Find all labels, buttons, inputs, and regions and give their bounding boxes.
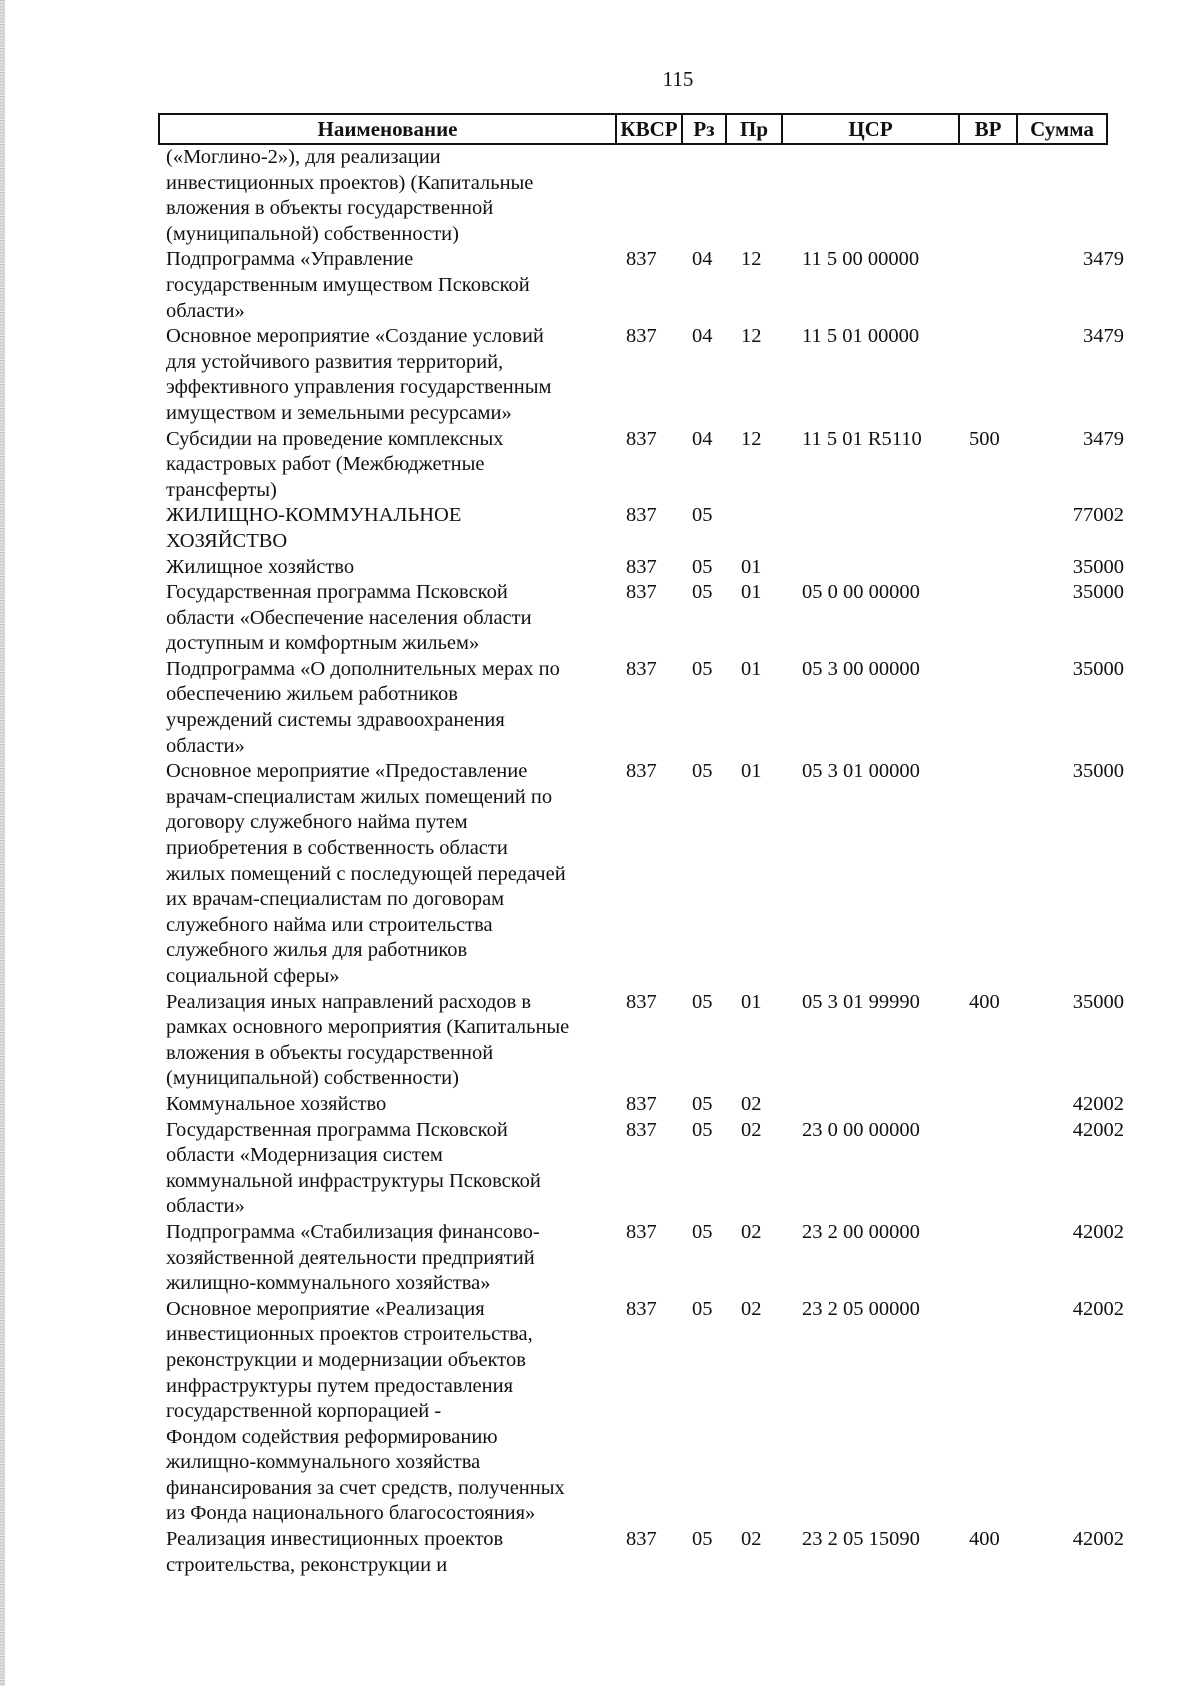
cell-csr: 23 2 00 00000 <box>802 1220 920 1243</box>
name-line: жилищно-коммунального хозяйства <box>166 1451 481 1474</box>
name-line: Коммунальное хозяйство <box>166 1092 387 1115</box>
name-line: области «Модернизация систем <box>166 1144 443 1167</box>
cell-kvsr: 837 <box>626 1528 657 1551</box>
header-sum: Сумма <box>1017 114 1107 144</box>
name-line: области» <box>166 1195 245 1218</box>
cell-sum: 42002 <box>1072 1220 1124 1243</box>
name-line: Субсидии на проведение комплексных <box>166 427 504 450</box>
cell-vr: 500 <box>969 427 1000 450</box>
table-row <box>0 324 1200 426</box>
cell-sum: 3479 <box>1083 427 1124 450</box>
cell-sum: 42002 <box>1072 1528 1124 1551</box>
cell-csr: 05 3 01 99990 <box>802 990 920 1013</box>
cell-csr: 23 0 00 00000 <box>802 1118 920 1141</box>
name-line: реконструкции и модернизации объектов <box>166 1348 526 1371</box>
cell-csr: 11 5 01 R5110 <box>802 427 922 450</box>
name-line: области» <box>166 734 245 757</box>
cell-sum: 3479 <box>1083 325 1124 348</box>
row-name <box>166 657 602 759</box>
cell-pr: 12 <box>741 325 762 348</box>
name-line: инвестиционных проектов строительства, <box>166 1323 533 1346</box>
cell-csr: 23 2 05 00000 <box>802 1297 920 1320</box>
row-name <box>166 1092 602 1118</box>
header-kvsr: КВСР <box>616 114 682 144</box>
cell-kvsr: 837 <box>626 581 657 604</box>
row-name <box>166 1297 602 1527</box>
cell-kvsr: 837 <box>626 1118 657 1141</box>
cell-sum: 42002 <box>1072 1297 1124 1320</box>
name-line: («Моглино-2»), для реализации <box>166 146 441 168</box>
cell-sum: 35000 <box>1072 657 1124 680</box>
table-row <box>0 1220 1200 1297</box>
cell-pr: 02 <box>741 1297 762 1320</box>
cell-pr: 02 <box>741 1118 762 1141</box>
cell-kvsr: 837 <box>626 657 657 680</box>
table-row <box>0 990 1200 1092</box>
name-line: имуществом и земельными ресурсами» <box>166 401 512 424</box>
name-line: Жилищное хозяйство <box>166 555 355 578</box>
cell-sum: 3479 <box>1083 248 1124 271</box>
header-vr: ВР <box>959 114 1017 144</box>
cell-rz: 05 <box>692 990 713 1013</box>
name-line: Подпрограмма «О дополнительных мерах по <box>166 657 560 680</box>
table-row <box>0 580 1200 657</box>
cell-pr: 01 <box>741 581 762 604</box>
cell-pr: 01 <box>741 760 762 783</box>
cell-kvsr: 837 <box>626 1220 657 1243</box>
cell-vr: 400 <box>969 990 1000 1013</box>
name-line: договору служебного найма путем <box>166 811 468 834</box>
cell-rz: 05 <box>692 581 713 604</box>
name-line: Реализация иных направлений расходов в <box>166 990 532 1013</box>
cell-rz: 04 <box>692 427 713 450</box>
name-line: вложения в объекты государственной <box>166 1041 494 1064</box>
cell-csr: 11 5 00 00000 <box>802 248 920 271</box>
cell-rz: 05 <box>692 1297 713 1320</box>
row-name <box>166 759 602 989</box>
cell-csr: 05 3 00 00000 <box>802 657 920 680</box>
cell-csr: 11 5 01 00000 <box>802 325 920 348</box>
name-line: (муниципальной) собственности) <box>166 1067 459 1090</box>
name-line: коммунальной инфраструктуры Псковской <box>166 1169 541 1192</box>
name-line: рамках основного мероприятия (Капитальные <box>166 1016 570 1039</box>
name-line: (муниципальной) собственности) <box>166 222 459 245</box>
row-name <box>166 247 602 324</box>
table-body <box>0 145 1200 1578</box>
table-row <box>0 427 1200 504</box>
table-row <box>0 555 1200 581</box>
table-row <box>0 503 1200 554</box>
name-line: Основное мероприятие «Предоставление <box>166 760 528 783</box>
cell-kvsr: 837 <box>626 555 657 578</box>
header-rz: Рз <box>682 114 726 144</box>
cell-rz: 04 <box>692 248 713 271</box>
name-line: трансферты) <box>166 478 277 501</box>
cell-csr: 05 0 00 00000 <box>802 581 920 604</box>
cell-rz: 05 <box>692 555 713 578</box>
row-name <box>166 145 602 247</box>
table-row <box>0 657 1200 759</box>
cell-kvsr: 837 <box>626 248 657 271</box>
name-line: для устойчивого развития территорий, <box>166 350 504 373</box>
cell-rz: 05 <box>692 657 713 680</box>
name-line: жилых помещений с последующей передачей <box>166 862 566 885</box>
header-csr: ЦСР <box>782 114 959 144</box>
name-line: государственной корпорацией - <box>166 1400 442 1423</box>
cell-rz: 05 <box>692 504 713 527</box>
cell-sum: 42002 <box>1072 1092 1124 1115</box>
name-line: обеспечению жильем работников <box>166 683 458 706</box>
cell-rz: 05 <box>692 760 713 783</box>
table-row <box>0 1527 1200 1578</box>
name-line: приобретения в собственность области <box>166 837 508 860</box>
cell-pr: 01 <box>741 657 762 680</box>
name-line: служебного найма или строительства <box>166 913 493 936</box>
page-number: 115 <box>662 67 694 91</box>
cell-pr: 02 <box>741 1220 762 1243</box>
name-line: хозяйственной деятельности предприятий <box>166 1246 535 1269</box>
name-line: их врачам-специалистам по договорам <box>166 888 505 911</box>
name-line: строительства, реконструкции и <box>166 1553 448 1576</box>
name-line: ХОЗЯЙСТВО <box>166 529 288 552</box>
cell-sum: 35000 <box>1072 581 1124 604</box>
name-line: Реализация инвестиционных проектов <box>166 1528 504 1551</box>
name-line: Основное мероприятие «Реализация <box>166 1297 485 1320</box>
cell-sum: 35000 <box>1072 555 1124 578</box>
cell-kvsr: 837 <box>626 427 657 450</box>
name-line: служебного жилья для работников <box>166 939 468 962</box>
table-row <box>0 759 1200 989</box>
cell-rz: 05 <box>692 1528 713 1551</box>
cell-kvsr: 837 <box>626 1092 657 1115</box>
name-line: доступным и комфортным жильем» <box>166 632 480 655</box>
header-pr: Пр <box>726 114 782 144</box>
cell-pr: 02 <box>741 1528 762 1551</box>
cell-kvsr: 837 <box>626 325 657 348</box>
header-name: Наименование <box>159 114 616 144</box>
name-line: области» <box>166 299 245 322</box>
cell-sum: 42002 <box>1072 1118 1124 1141</box>
cell-pr: 12 <box>741 248 762 271</box>
cell-pr: 02 <box>741 1092 762 1115</box>
name-line: жилищно-коммунального хозяйства» <box>166 1272 491 1295</box>
table-row <box>0 1118 1200 1220</box>
name-line: кадастровых работ (Межбюджетные <box>166 453 485 476</box>
cell-kvsr: 837 <box>626 760 657 783</box>
cell-rz: 05 <box>692 1118 713 1141</box>
cell-vr: 400 <box>969 1528 1000 1551</box>
cell-sum: 77002 <box>1072 504 1124 527</box>
cell-sum: 35000 <box>1072 990 1124 1013</box>
name-line: социальной сферы» <box>166 965 340 987</box>
name-line: Основное мероприятие «Создание условий <box>166 325 544 348</box>
table-row <box>0 145 1200 247</box>
cell-csr: 05 3 01 00000 <box>802 760 920 783</box>
name-line: инфраструктуры путем предоставления <box>166 1374 514 1397</box>
row-name <box>166 324 602 426</box>
name-line: финансирования за счет средств, полученных <box>166 1476 565 1499</box>
row-name <box>166 990 602 1092</box>
row-name <box>166 503 602 554</box>
name-line: врачам-специалистам жилых помещений по <box>166 785 553 808</box>
name-line: Государственная программа Псковской <box>166 581 508 604</box>
row-name <box>166 1118 602 1220</box>
table-header <box>158 113 1108 145</box>
cell-csr: 23 2 05 15090 <box>802 1528 920 1551</box>
row-name <box>166 580 602 657</box>
cell-rz: 05 <box>692 1220 713 1243</box>
cell-rz: 05 <box>692 1092 713 1115</box>
name-line: вложения в объекты государственной <box>166 197 494 220</box>
name-line: Подпрограмма «Управление <box>166 248 414 271</box>
name-line: государственным имуществом Псковской <box>166 273 530 296</box>
row-name <box>166 555 602 581</box>
cell-sum: 35000 <box>1072 760 1124 783</box>
name-line: Государственная программа Псковской <box>166 1118 508 1141</box>
name-line: эффективного управления государственным <box>166 376 552 399</box>
cell-pr: 01 <box>741 990 762 1013</box>
cell-pr: 12 <box>741 427 762 450</box>
cell-kvsr: 837 <box>626 990 657 1013</box>
cell-rz: 04 <box>692 325 713 348</box>
cell-kvsr: 837 <box>626 1297 657 1320</box>
row-name <box>166 1527 602 1578</box>
name-line: Фондом содействия реформированию <box>166 1425 498 1448</box>
row-name <box>166 1220 602 1297</box>
name-line: инвестиционных проектов) (Капитальные <box>166 171 534 194</box>
row-name <box>166 427 602 504</box>
table-row <box>0 1297 1200 1527</box>
name-line: области «Обеспечение населения области <box>166 606 532 629</box>
cell-kvsr: 837 <box>626 504 657 527</box>
name-line: из Фонда национального благосостояния» <box>166 1502 536 1525</box>
name-line: ЖИЛИЩНО-КОММУНАЛЬНОЕ <box>166 504 462 527</box>
name-line: учреждений системы здравоохранения <box>166 709 505 732</box>
cell-pr: 01 <box>741 555 762 578</box>
table-row <box>0 247 1200 324</box>
table-row <box>0 1092 1200 1118</box>
name-line: Подпрограмма «Стабилизация финансово- <box>166 1220 540 1243</box>
